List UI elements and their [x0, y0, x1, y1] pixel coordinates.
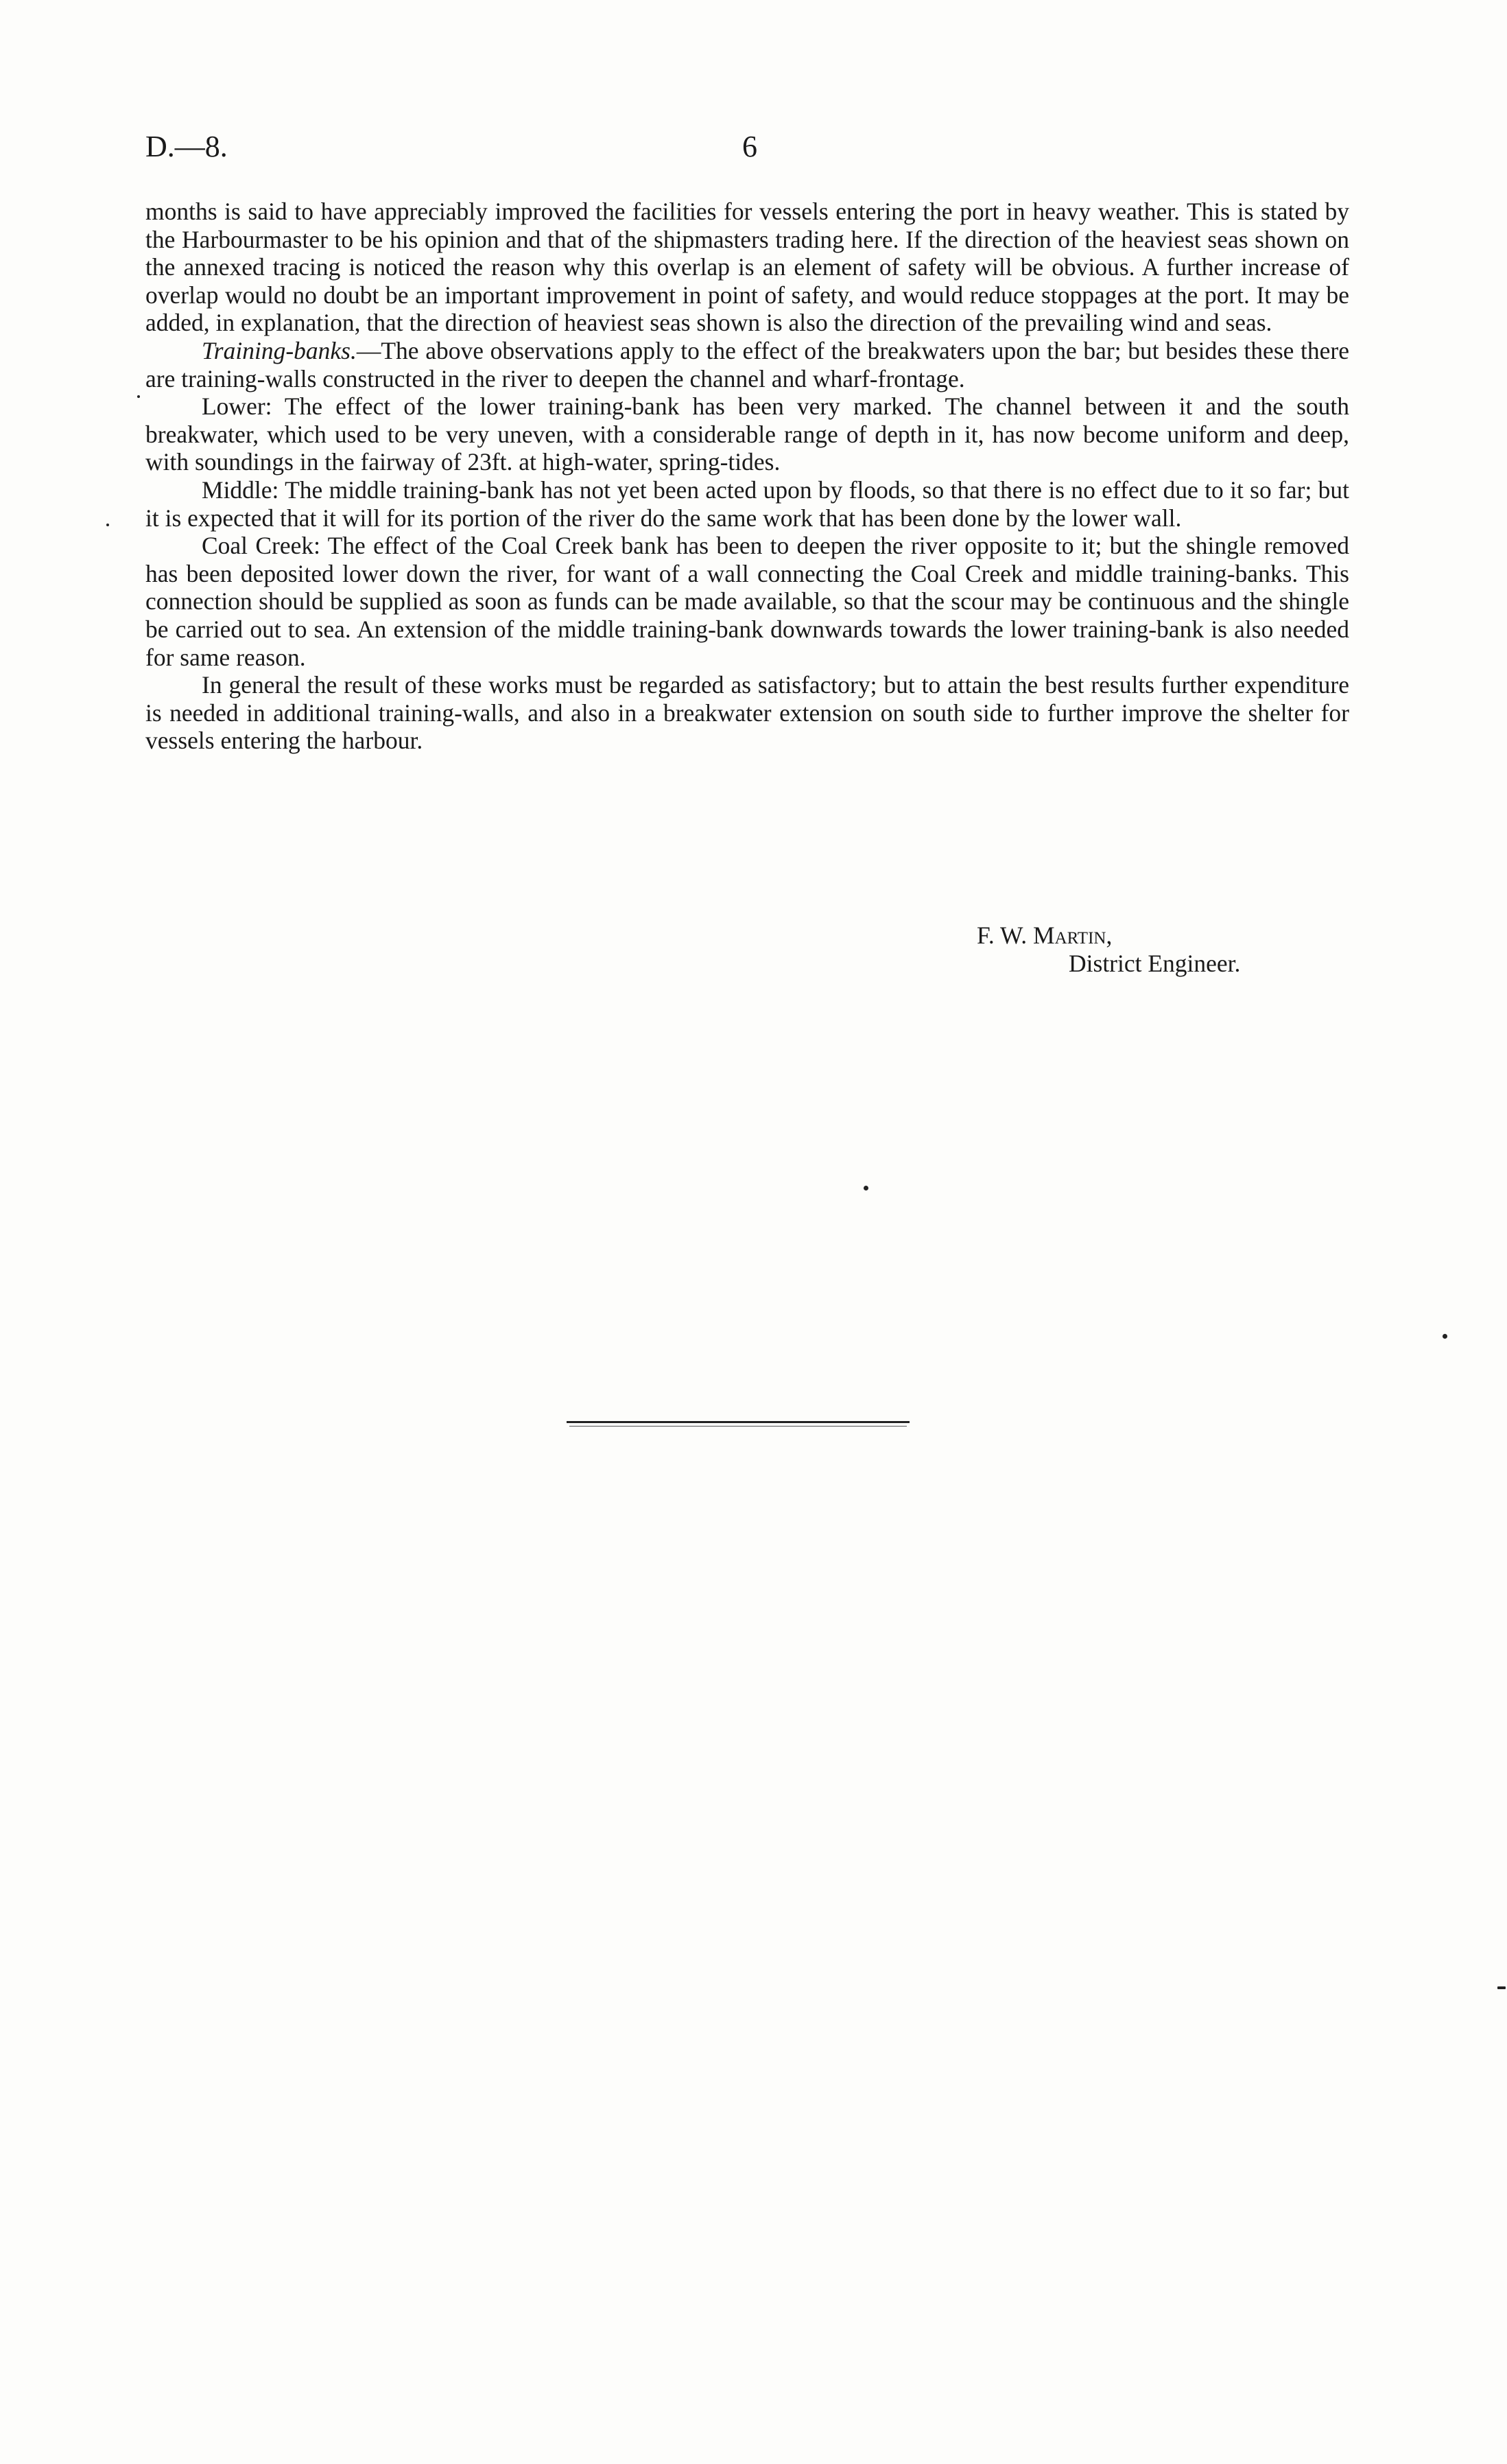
- print-speck: [1443, 1334, 1447, 1339]
- paragraph-middle: [145, 476, 1349, 532]
- page-header: [145, 129, 1349, 170]
- print-speck: [864, 1186, 868, 1190]
- section-heading-training-banks: Training-banks.: [202, 336, 357, 364]
- paragraph-general: [145, 671, 1349, 755]
- paragraph-overlap: [145, 198, 1349, 337]
- body-text: [145, 198, 1349, 755]
- print-speck: [106, 524, 109, 526]
- paragraph-text: In general the result of these works must be regarded as satisfactory; but to attain the best results further expenditure is needed in additional training-walls, and also in a breakwater extension on south side to further improve the shelter for vessels entering the harbour.: [145, 671, 1349, 755]
- page-number: 6: [742, 130, 757, 163]
- paragraph-text: months is said to have appreciably improved the facilities for vessels entering the port in heavy weather. This is stated by the Harbourmaster to be his opinion and that of the shipmasters trading here. If the direction of the heaviest seas shown on the annexed tracing is noticed the reason why this overlap is an element of safety will be obvious. A further increase of overlap would no doubt be an important improvement in point of safety, and would reduce stoppages at the port. It may be added, in explanation, that the direction of heaviest seas shown is also the direction of the prevailing wind and seas.: [145, 198, 1349, 337]
- print-speck: [1497, 1986, 1506, 1989]
- paragraph-text: —The above observations apply to the effect of the breakwaters upon the bar; but besides these there are training-walls constructed in the river to deepen the channel and wharf-frontage.: [145, 336, 1349, 392]
- print-speck: [137, 395, 140, 398]
- signatory-name: [977, 922, 1240, 950]
- document-reference: D.—8.: [145, 130, 228, 163]
- signatory-initials: F. W.: [977, 922, 1034, 949]
- signature-block: [977, 922, 1240, 978]
- paragraph-lower: [145, 392, 1349, 476]
- paragraph-training-banks: [145, 337, 1349, 392]
- paragraph-text: Coal Creek: The effect of the Coal Creek bank has been to deepen the river opposite to it; but the shingle removed has been deposited lower down the river, for want of a wall connecting the Coal Creek and middle training-banks. This connection should be supplied as soon as funds can be made available, so that the scour may be continuous and the shingle be carried out to sea. An extension of the middle training-bank downwards towards the lower training-bank is also needed for same reason.: [145, 532, 1349, 671]
- paragraph-coal-creek: [145, 532, 1349, 671]
- closing-rule: [567, 1421, 910, 1423]
- closing-rule-thin: [569, 1426, 907, 1427]
- paragraph-text: Lower: The effect of the lower training-bank has been very marked. The channel between it and the south breakwater, which used to be very uneven, with a considerable range of depth in it, has now become uniform and deep, with soundings in the fairway of 23ft. at high-water, spring-tides.: [145, 392, 1349, 476]
- signatory-title: District Engineer.: [1069, 950, 1241, 977]
- paragraph-text: Middle: The middle training-bank has not yet been acted upon by floods, so that there is no effect due to it so far; but it is expected that it will for its portion of the river do the same work that has been done by the lower wall.: [145, 476, 1349, 532]
- signatory-surname: Martin,: [1033, 922, 1113, 949]
